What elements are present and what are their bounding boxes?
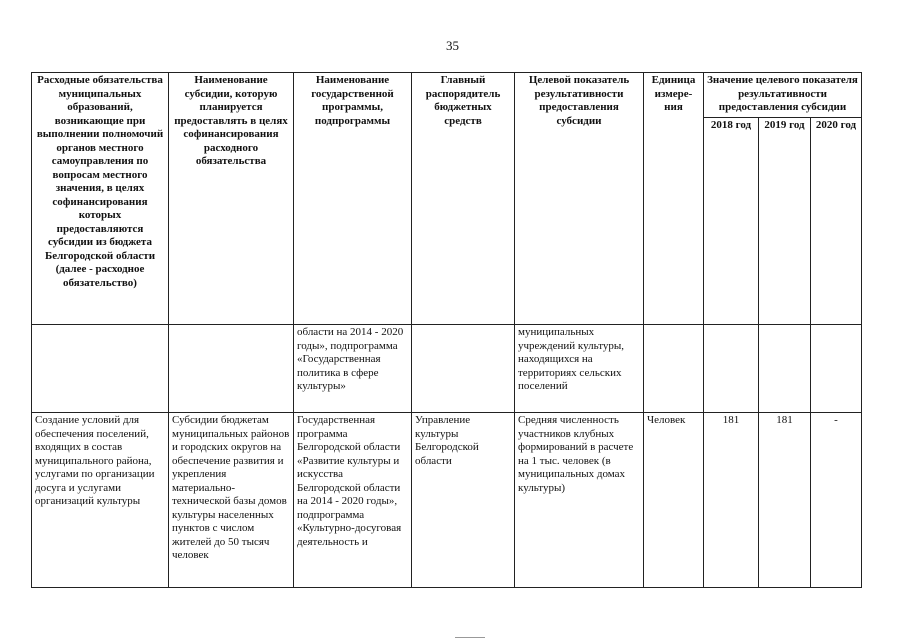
cell-program: Государственная программа Белгородской области «Развитие культуры и искусства Белгородской области на 2014 - 2020 годы», подпрограмма «Культурно-досуговая деятельность и [294,413,412,588]
scan-mark [455,637,485,638]
cell-manager: Управление культуры Белгородской области [412,413,515,588]
header-value-group: Значение целевого показателя результативности предоставления субсидии [704,73,862,118]
table-row [32,413,862,588]
cell-value-2018: 181 [704,413,759,588]
cell-indicator: муниципальных учреждений культуры, находящихся на территориях сельских поселений [515,325,644,413]
cell-subsidy: Субсидии бюджетам муниципальных районов и городских округов на обеспечение развития и укрепления материально-технической базы домов культуры населенных пунктов с числом жителей до 50 тысяч человек [169,413,294,588]
cell-obligation [32,325,169,413]
header-year-2019: 2019 год [759,118,811,325]
header-target-indicator: Целевой показатель результативности предоставления субсидии [515,73,644,325]
cell-value-2019 [759,325,811,413]
header-obligations: Расходные обязательства муниципальных образований, возникающие при выполнении полномочий органов местного самоуправления по вопросам местного значения, в целях софинансирования которых предоставляются субсидии из бюджета Белгородской области (далее - расходное обязательство) [32,73,169,325]
cell-unit [644,325,704,413]
header-year-2018: 2018 год [704,118,759,325]
cell-value-2020: - [811,413,862,588]
cell-manager [412,325,515,413]
cell-unit: Человек [644,413,704,588]
cell-obligation: Создание условий для обеспечения поселений, входящих в состав муниципального района, услугами по организации досуга и услугами организаций культуры [32,413,169,588]
page-number: 35 [446,38,459,53]
table-row [32,325,862,413]
header-row [32,73,862,118]
cell-subsidy [169,325,294,413]
cell-indicator: Средняя численность участников клубных формирований в расчете на 1 тыс. человек (в муниципальных домах культуры) [515,413,644,588]
header-budget-manager: Главный распорядитель бюджетных средств [412,73,515,325]
cell-value-2019: 181 [759,413,811,588]
header-subsidy-name: Наименование субсидии, которую планируется предоставлять в целях софинансирования расходного обязательства [169,73,294,325]
header-year-2020: 2020 год [811,118,862,325]
cell-program: области на 2014 - 2020 годы», подпрограмма «Государственная политика в сфере культуры» [294,325,412,413]
subsidy-table [31,72,862,588]
header-program-name: Наименование государственной программы, подпрограммы [294,73,412,325]
cell-value-2020 [811,325,862,413]
header-unit: Единица измере-ния [644,73,704,325]
cell-value-2018 [704,325,759,413]
